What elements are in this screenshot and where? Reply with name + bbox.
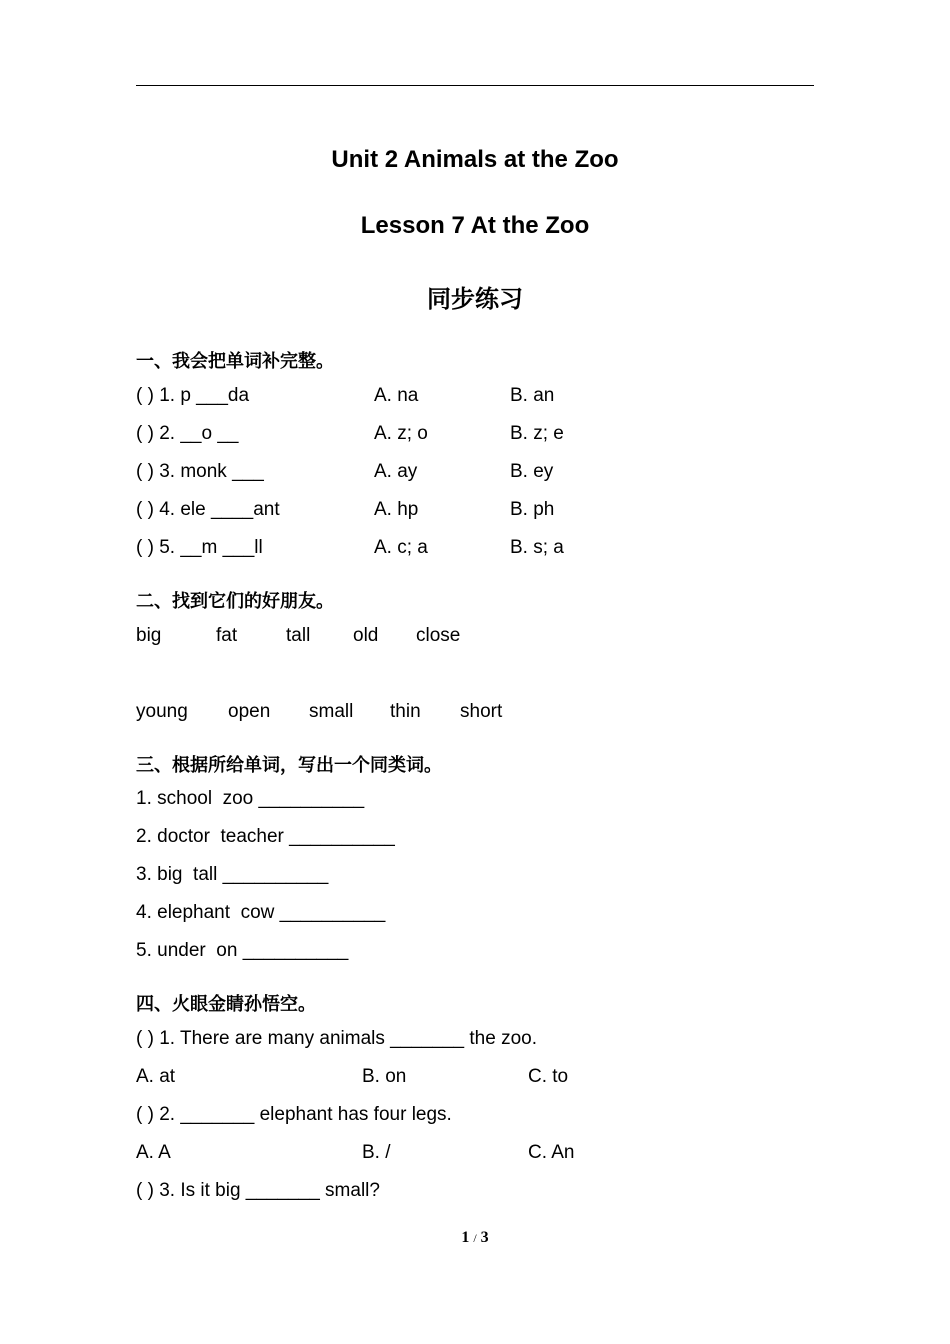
section1-option-a: A. na bbox=[374, 385, 419, 406]
section4-q2-option-b: B. / bbox=[362, 1142, 391, 1163]
section1-question: ( ) 3. monk ___ bbox=[136, 461, 264, 482]
section3-item: 1. school zoo __________ bbox=[136, 788, 365, 809]
section4-q1-option-c: C. to bbox=[528, 1066, 569, 1087]
section1-heading: 一、我会把单词补完整。 bbox=[136, 351, 334, 371]
section1-option-a: A. hp bbox=[374, 499, 419, 520]
section1-option-a: A. z; o bbox=[374, 423, 428, 444]
section4-q1-option-a: A. at bbox=[136, 1066, 176, 1087]
section1-question: ( ) 4. ele ____ant bbox=[136, 499, 280, 520]
section1-option-b: B. an bbox=[510, 385, 555, 406]
section4-q1-option-b: B. on bbox=[362, 1066, 407, 1087]
header-rule bbox=[136, 85, 814, 86]
match-word: fat bbox=[216, 625, 238, 646]
section3-item: 2. doctor teacher __________ bbox=[136, 826, 395, 847]
section1-question: ( ) 2. __o __ bbox=[136, 423, 239, 444]
page-current: 1 bbox=[461, 1229, 470, 1246]
section1-option-b: B. s; a bbox=[510, 537, 564, 558]
section4-q2-option-c: C. An bbox=[528, 1142, 575, 1163]
match-word: small bbox=[309, 701, 354, 722]
section2-heading: 二、找到它们的好朋友。 bbox=[136, 591, 334, 611]
section1-question: ( ) 1. p ___da bbox=[136, 385, 250, 406]
match-word: big bbox=[136, 625, 162, 646]
document-title: Unit 2 Animals at the Zoo bbox=[331, 146, 619, 173]
section4-heading: 四、火眼金睛孙悟空。 bbox=[136, 994, 316, 1014]
match-word: open bbox=[228, 701, 271, 722]
section4-question-1: ( ) 1. There are many animals _______ the zoo. bbox=[136, 1028, 537, 1049]
section3-item: 3. big tall __________ bbox=[136, 864, 329, 885]
section4-question-3: ( ) 3. Is it big _______ small? bbox=[136, 1180, 380, 1201]
section1-option-b: B. z; e bbox=[510, 423, 564, 444]
section4-q2-option-a: A. A bbox=[136, 1142, 171, 1163]
match-word: tall bbox=[286, 625, 311, 646]
match-word: thin bbox=[390, 701, 421, 722]
page-total: 3 bbox=[480, 1229, 489, 1246]
section1-question: ( ) 5. __m ___ll bbox=[136, 537, 263, 558]
section3-heading: 三、根据所给单词，写出一个同类词。 bbox=[136, 755, 442, 775]
section3-item: 5. under on __________ bbox=[136, 940, 349, 961]
section1-option-b: B. ey bbox=[510, 461, 554, 482]
section1-option-b: B. ph bbox=[510, 499, 555, 520]
section1-option-a: A. ay bbox=[374, 461, 418, 482]
page-number bbox=[0, 1229, 950, 1247]
lesson-title: Lesson 7 At the Zoo bbox=[360, 212, 590, 239]
match-word: short bbox=[460, 701, 503, 722]
section1-option-a: A. c; a bbox=[374, 537, 428, 558]
match-word: young bbox=[136, 701, 188, 722]
section4-question-2: ( ) 2. _______ elephant has four legs. bbox=[136, 1104, 452, 1125]
page-separator: / bbox=[473, 1231, 477, 1245]
section3-item: 4. elephant cow __________ bbox=[136, 902, 386, 923]
match-word: close bbox=[416, 625, 461, 646]
practice-title: 同步练习 bbox=[427, 286, 523, 313]
match-word: old bbox=[353, 625, 379, 646]
